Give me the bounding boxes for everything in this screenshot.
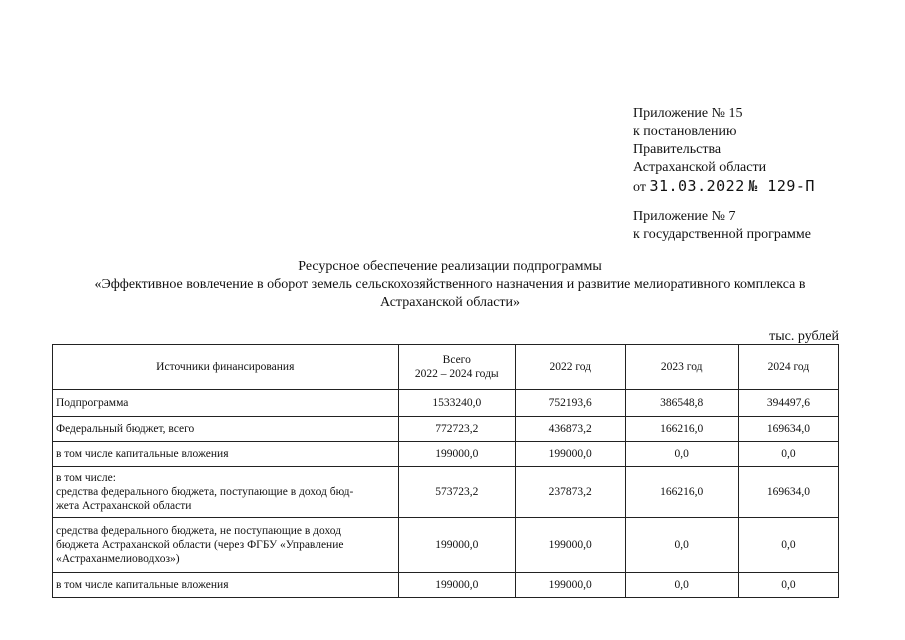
row-source-line1: в том числе:: [56, 472, 116, 484]
row-2024: 0,0: [738, 573, 838, 598]
row-total: 1533240,0: [398, 390, 515, 417]
header-total: [398, 345, 515, 390]
row-2023: 386548,8: [625, 390, 738, 417]
appendix-7-title: Приложение № 7: [633, 209, 736, 224]
title-line2: «Эффективное вовлечение в оборот земель сельскохозяйственного назначения и развитие мелиоративного комплекса в: [94, 277, 806, 292]
row-2023: 0,0: [625, 442, 738, 467]
table-row: [53, 442, 839, 467]
table-row: [53, 573, 839, 598]
row-2022: 237873,2: [515, 467, 625, 518]
row-2023: 0,0: [625, 518, 738, 573]
row-2024: 169634,0: [738, 467, 838, 518]
appendix-15-line3: Правительства: [633, 142, 722, 157]
row-2022: 436873,2: [515, 417, 625, 442]
appendix-15-block: [633, 105, 815, 197]
row-total: 199000,0: [398, 573, 515, 598]
row-source: [53, 518, 399, 573]
row-2022: 199000,0: [515, 518, 625, 573]
header-total-line2: 2022 – 2024 годы: [414, 368, 499, 380]
row-source: Подпрограмма: [53, 390, 399, 417]
table-row: [53, 390, 839, 417]
row-2023: 0,0: [625, 573, 738, 598]
row-2022: 752193,6: [515, 390, 625, 417]
title-line1: Ресурсное обеспечение реализации подпрограммы: [298, 259, 602, 274]
header-2022: 2022 год: [515, 345, 625, 390]
row-total: 199000,0: [398, 518, 515, 573]
appendix-15-line4: Астраханской области: [633, 160, 767, 175]
row-source-line1: средства федерального бюджета, не поступающие в доход: [56, 525, 342, 537]
decree-number: № 129-П: [748, 177, 815, 195]
row-total: 199000,0: [398, 442, 515, 467]
header-total-line1: Всего: [442, 354, 471, 366]
appendix-15-date-line: [633, 177, 815, 197]
row-2024: 0,0: [738, 518, 838, 573]
table-header-row: [53, 345, 839, 390]
table-row: [53, 467, 839, 518]
row-2023: 166216,0: [625, 417, 738, 442]
title-line3: Астраханской области»: [379, 295, 521, 310]
row-source: [53, 467, 399, 518]
row-source-line3: «Астраханмелиоводхоз»): [56, 553, 180, 565]
row-source-line2: бюджета Астраханской области (через ФГБУ «Управление: [56, 539, 344, 551]
appendix-7-block: [633, 208, 811, 244]
row-source: Федеральный бюджет, всего: [53, 417, 399, 442]
row-total: 573723,2: [398, 467, 515, 518]
row-source: в том числе капитальные вложения: [53, 442, 399, 467]
row-2024: 169634,0: [738, 417, 838, 442]
row-source-line2: средства федерального бюджета, поступающие в доход бюд-: [56, 486, 354, 498]
date-prefix: от: [633, 180, 646, 195]
header-source: Источники финансирования: [53, 345, 399, 390]
table-row: [53, 417, 839, 442]
row-2022: 199000,0: [515, 442, 625, 467]
document-title: [55, 258, 845, 312]
header-2023: 2023 год: [625, 345, 738, 390]
appendix-15-title: Приложение № 15: [633, 106, 743, 121]
table-row: [53, 518, 839, 573]
row-2022: 199000,0: [515, 573, 625, 598]
appendix-7-line2: к государственной программе: [633, 227, 811, 242]
row-2023: 166216,0: [625, 467, 738, 518]
row-2024: 394497,6: [738, 390, 838, 417]
row-source: в том числе капитальные вложения: [53, 573, 399, 598]
decree-date: 31.03.2022: [649, 177, 745, 195]
appendix-15-line2: к постановлению: [633, 124, 737, 139]
row-2024: 0,0: [738, 442, 838, 467]
funding-table: [52, 344, 839, 598]
units-label: тыс. рублей: [769, 329, 839, 344]
row-total: 772723,2: [398, 417, 515, 442]
header-2024: 2024 год: [738, 345, 838, 390]
row-source-line3: жета Астраханской области: [56, 500, 192, 512]
